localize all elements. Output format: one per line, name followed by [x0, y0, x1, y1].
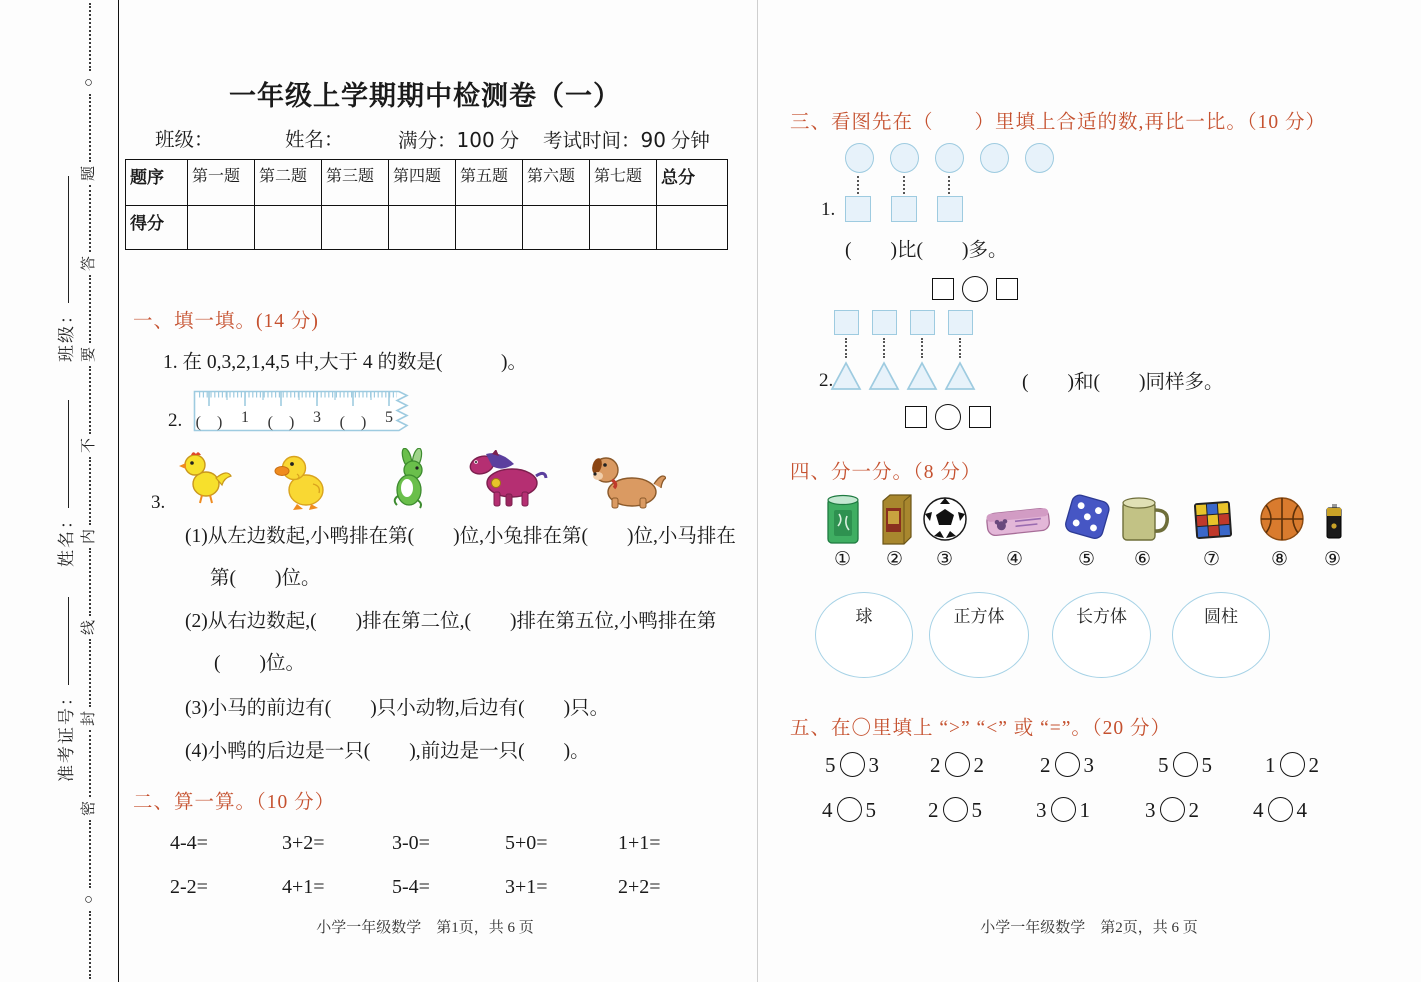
left-number: 2 — [928, 798, 939, 822]
seal-char: ○ — [81, 895, 98, 905]
score-cell-empty — [188, 206, 255, 250]
seal-dotted-segment — [89, 911, 91, 979]
count-circle — [845, 143, 874, 173]
section5-heading: 五、在〇里填上 “>” “<” 或 “=”。（20 分） — [790, 718, 1172, 739]
item-number: ④ — [1006, 549, 1024, 570]
count-circle — [1025, 143, 1054, 173]
q3-sub1-line2: 第( )位。 — [210, 568, 321, 589]
section3-q2-text: ( )和( )同样多。 — [1022, 372, 1224, 393]
count-square — [834, 310, 859, 335]
arith-item: 5+0= — [505, 832, 548, 854]
table-header-cell: 第七题 — [590, 160, 657, 206]
right-number: 3 — [1083, 753, 1094, 777]
arith-item: 3+2= — [282, 832, 325, 854]
seal-dotted-segment — [89, 730, 91, 798]
ruler-mark: 3 — [313, 409, 321, 426]
arith-item: 3-0= — [392, 832, 430, 854]
class-label-text: 班级： — [57, 305, 76, 362]
mug-icon — [1120, 494, 1172, 544]
left-number: 2 — [1040, 753, 1051, 777]
ruler-mark: 5 — [385, 409, 393, 426]
tea-can-icon — [825, 492, 861, 546]
horse-icon — [466, 450, 550, 510]
answer-square — [932, 278, 954, 300]
battery-icon — [1325, 502, 1343, 540]
right-number: 5 — [865, 798, 876, 822]
group-label: 长方体 — [1076, 607, 1127, 626]
count-triangle — [868, 360, 900, 392]
fill-circle — [943, 797, 968, 822]
item-number: ⑤ — [1078, 549, 1096, 570]
table-header-cell: 第一题 — [188, 160, 255, 206]
match-dotted-line — [903, 176, 905, 194]
match-dotted-line — [883, 338, 885, 358]
compare-item — [1253, 797, 1307, 823]
score-table — [125, 159, 728, 250]
right-number: 3 — [868, 753, 879, 777]
seal-dotted-segment — [89, 639, 91, 707]
ruler-mark: ( ) — [339, 414, 367, 431]
section3-heading: 三、看图先在（ ）里填上合适的数,再比一比。（10 分） — [790, 112, 1327, 133]
group-label: 圆柱 — [1204, 607, 1238, 626]
info-name-label: 姓名： — [285, 130, 344, 151]
right-number: 4 — [1296, 798, 1307, 822]
seal-line — [80, 0, 100, 982]
seal-dotted-segment — [89, 366, 91, 434]
group-ellipse-cylinder — [1172, 592, 1270, 678]
section2-heading: 二、算一算。（10 分） — [133, 792, 336, 813]
dice-icon — [1063, 492, 1113, 544]
group-label: 球 — [855, 607, 873, 626]
count-square — [872, 310, 897, 335]
count-square — [891, 196, 917, 222]
answer-circle — [962, 276, 988, 302]
answer-square — [905, 406, 927, 428]
score-row-label: 得分 — [126, 206, 188, 250]
exam-no-label-text: 准考证号： — [57, 687, 76, 782]
right-number: 5 — [971, 798, 982, 822]
compare-item — [1145, 797, 1199, 823]
fill-circle — [945, 752, 970, 777]
group-ellipse-cube — [929, 592, 1029, 678]
section1-q2-label: 2. — [168, 410, 183, 431]
left-number: 2 — [930, 753, 941, 777]
section1-heading: 一、填一填。(14 分) — [133, 311, 319, 332]
compare-item — [825, 752, 879, 778]
seal-char: 内 — [81, 528, 98, 544]
score-cell-empty — [456, 206, 523, 250]
arith-item: 1+1= — [618, 832, 661, 854]
arith-item: 4+1= — [282, 876, 325, 898]
name-label-text: 姓名： — [57, 510, 76, 567]
exam-no-blank-line — [67, 597, 69, 685]
table-header-cell: 总分 — [657, 160, 728, 206]
ruler-mark: ( ) — [195, 414, 223, 431]
match-dotted-line — [948, 176, 950, 194]
arith-item: 3+1= — [505, 876, 548, 898]
answer-circle — [935, 404, 961, 430]
item-number: ⑨ — [1324, 549, 1342, 570]
match-dotted-line — [959, 338, 961, 358]
item-number: ③ — [936, 549, 954, 570]
seal-dotted-segment — [89, 548, 91, 616]
soccer-ball-icon — [922, 496, 968, 542]
tea-box-icon — [878, 492, 914, 546]
pencil-case-icon — [985, 503, 1051, 539]
full-score-value: 100 — [456, 128, 495, 152]
table-header-cell: 第三题 — [322, 160, 389, 206]
count-circle — [890, 143, 919, 173]
fill-circle — [1280, 752, 1305, 777]
section1-q3-label: 3. — [151, 492, 166, 513]
q3-sub3: (3)小马的前边有( )只小动物,后边有( )只。 — [185, 698, 610, 719]
seal-dotted-segment — [89, 275, 91, 343]
page-2 — [757, 0, 1421, 982]
exam-time-label: 考试时间： — [543, 131, 641, 152]
item-number: ⑧ — [1271, 549, 1289, 570]
count-circle — [980, 143, 1009, 173]
fill-circle — [1055, 752, 1080, 777]
item-number: ② — [886, 549, 904, 570]
info-full-score — [398, 128, 519, 154]
info-class-label: 班级： — [155, 130, 214, 151]
count-circle — [935, 143, 964, 173]
name-blank-line — [67, 400, 69, 508]
left-number: 4 — [822, 798, 833, 822]
compare-shape-group — [905, 404, 991, 430]
rabbit-icon — [384, 448, 438, 510]
q3-sub1-line1: (1)从左边数起,小鸭排在第( )位,小兔排在第( )位,小马排在 — [185, 526, 736, 547]
seal-char: 答 — [81, 256, 98, 272]
right-number: 2 — [1188, 798, 1199, 822]
fill-circle — [1051, 797, 1076, 822]
seal-dotted-segment — [89, 94, 91, 162]
seal-char: 题 — [81, 165, 98, 181]
compare-item — [1036, 797, 1090, 823]
right-number: 2 — [1308, 753, 1319, 777]
q3-sub2-line2: ( )位。 — [214, 653, 305, 674]
match-dotted-line — [845, 338, 847, 358]
left-number: 3 — [1036, 798, 1047, 822]
info-exam-time — [543, 128, 710, 154]
exam-time-value: 90 — [640, 128, 666, 152]
right-number: 5 — [1201, 753, 1212, 777]
table-header-cell: 第二题 — [255, 160, 322, 206]
count-square — [910, 310, 935, 335]
left-number: 5 — [1158, 753, 1169, 777]
q3-sub2-line1: (2)从右边数起,( )排在第二位,( )排在第五位,小鸭排在第 — [185, 611, 717, 632]
fill-circle — [837, 797, 862, 822]
table-header-cell: 第四题 — [389, 160, 456, 206]
right-number: 2 — [973, 753, 984, 777]
right-number: 1 — [1079, 798, 1090, 822]
seal-dotted-segment — [89, 185, 91, 253]
section4-heading: 四、分一分。（8 分） — [790, 462, 982, 483]
margin-class-label — [52, 176, 77, 362]
seal-char: 不 — [81, 438, 98, 454]
arith-item: 4-4= — [170, 832, 208, 854]
left-number: 4 — [1253, 798, 1264, 822]
score-cell-empty — [322, 206, 389, 250]
fill-circle — [1173, 752, 1198, 777]
compare-shape-group — [932, 276, 1018, 302]
fill-circle — [1268, 797, 1293, 822]
dog-icon — [588, 452, 666, 510]
arith-item: 2-2= — [170, 876, 208, 898]
item-number: ⑥ — [1134, 549, 1152, 570]
compare-item — [1040, 752, 1094, 778]
item-number: ① — [834, 549, 852, 570]
score-cell-empty — [255, 206, 322, 250]
item-number: ⑦ — [1203, 549, 1221, 570]
q3-sub4: (4)小鸭的后边是一只( ),前边是一只( )。 — [185, 741, 590, 762]
compare-item — [928, 797, 982, 823]
section1-q1: 1. 在 0,3,2,1,4,5 中,大于 4 的数是( )。 — [163, 352, 527, 373]
ruler-figure — [193, 390, 425, 436]
seal-dotted-segment — [89, 3, 91, 71]
seal-char: 密 — [81, 801, 98, 817]
compare-item — [822, 797, 876, 823]
compare-item — [930, 752, 984, 778]
duck-icon — [273, 452, 331, 510]
section3-q2-label: 2. — [819, 370, 834, 391]
full-score-label: 满分： — [398, 131, 457, 152]
seal-dotted-segment — [89, 457, 91, 525]
full-score-unit: 分 — [499, 131, 520, 152]
chick-icon — [178, 450, 232, 506]
page-title: 一年级上学期期中检测卷（一） — [229, 81, 621, 111]
left-number: 5 — [825, 753, 836, 777]
score-cell-empty — [657, 206, 728, 250]
fill-circle — [1160, 797, 1185, 822]
group-label: 正方体 — [953, 607, 1005, 626]
answer-square — [996, 278, 1018, 300]
page2-footer: 小学一年级数学 第2页，共 6 页 — [980, 920, 1198, 936]
group-ellipse-ball — [815, 592, 913, 678]
margin-exam-no-label — [52, 597, 77, 782]
score-cell-empty — [523, 206, 590, 250]
table-header-cell: 题序 — [126, 160, 188, 206]
class-blank-line — [67, 176, 69, 303]
left-number: 3 — [1145, 798, 1156, 822]
count-square — [948, 310, 973, 335]
score-cell-empty — [590, 206, 657, 250]
rubiks-cube-icon — [1193, 500, 1233, 540]
table-header-cell: 第六题 — [523, 160, 590, 206]
seal-char: 封 — [81, 710, 98, 726]
match-dotted-line — [921, 338, 923, 358]
group-ellipse-cuboid — [1052, 592, 1151, 678]
seal-dotted-segment — [89, 820, 91, 888]
seal-char: 要 — [81, 347, 98, 363]
seal-char: 线 — [81, 619, 98, 635]
count-triangle — [944, 360, 976, 392]
compare-item — [1158, 752, 1212, 778]
page-1 — [118, 0, 757, 982]
ruler-mark: ( ) — [267, 414, 295, 431]
section3-q1-text: ( )比( )多。 — [845, 240, 1008, 261]
left-number: 1 — [1265, 753, 1276, 777]
page1-footer: 小学一年级数学 第1页，共 6 页 — [316, 920, 534, 936]
exam-time-unit: 分钟 — [670, 131, 710, 152]
match-dotted-line — [857, 176, 859, 194]
basketball-icon — [1259, 496, 1305, 542]
score-cell-empty — [389, 206, 456, 250]
count-triangle — [830, 360, 862, 392]
count-triangle — [906, 360, 938, 392]
count-square — [937, 196, 963, 222]
ruler-mark: 1 — [241, 409, 249, 426]
margin-name-label — [52, 400, 77, 567]
compare-item — [1265, 752, 1319, 778]
arith-item: 5-4= — [392, 876, 430, 898]
answer-square — [969, 406, 991, 428]
table-header-cell: 第五题 — [456, 160, 523, 206]
section3-q1-label: 1. — [821, 199, 836, 220]
count-square — [845, 196, 871, 222]
seal-char: ○ — [81, 77, 98, 87]
arith-item: 2+2= — [618, 876, 661, 898]
fill-circle — [840, 752, 865, 777]
